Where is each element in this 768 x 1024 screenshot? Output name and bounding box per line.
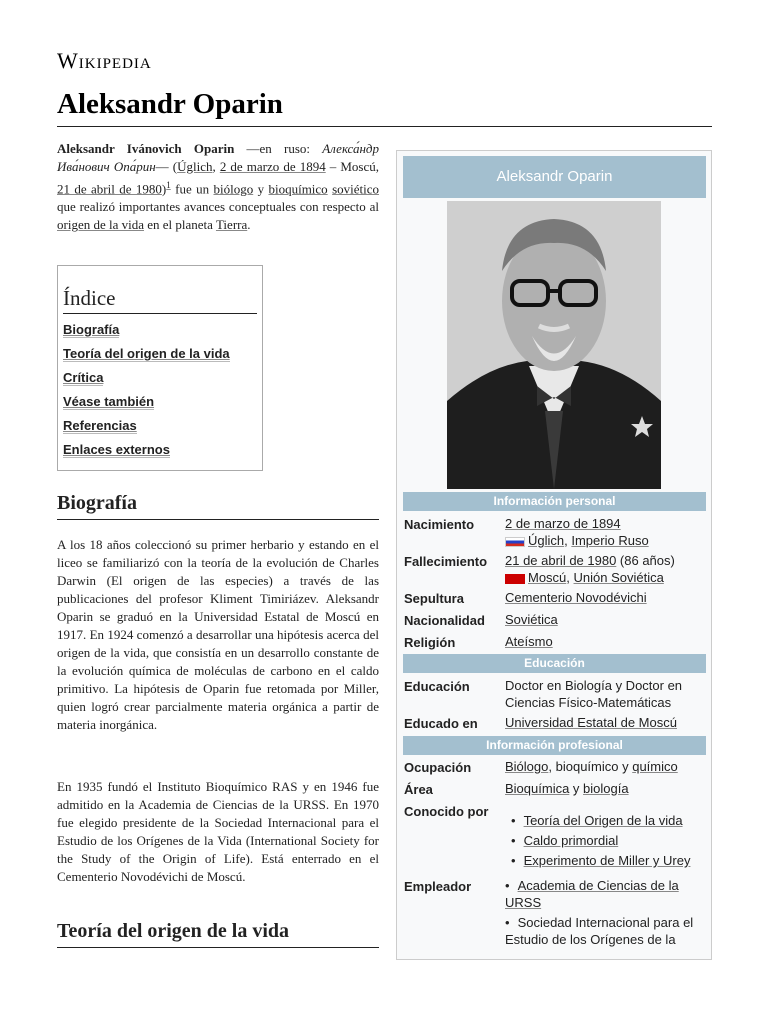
value-educacion: Doctor en Biología y Doctor en Ciencias Físico-Matemáticas	[505, 678, 683, 710]
link-quimico[interactable]: químico	[632, 759, 678, 774]
value-fallecimiento: 21 de abril de 1980 (86 años) Moscú, Unión Soviética	[505, 553, 675, 585]
label-educado-en: Educado en	[404, 716, 478, 731]
link-experimento-miller[interactable]: Experimento de Miller y Urey	[523, 853, 691, 868]
label-fallecimiento: Fallecimiento	[404, 554, 488, 569]
toc-item-vease-tambien[interactable]: Véase también	[63, 394, 155, 409]
toc-title: Índice	[63, 286, 257, 314]
link-origen-vida[interactable]: origen de la vida	[57, 217, 144, 233]
infobox-title: Aleksandr Oparin	[403, 156, 706, 198]
title-divider	[57, 126, 712, 127]
value-area: Bioquímica y biología	[505, 781, 629, 796]
label-ocupacion: Ocupación	[404, 760, 472, 775]
link-caldo-primordial[interactable]: Caldo primordial	[523, 833, 619, 848]
header-personal: Información personal	[403, 492, 706, 511]
link-biologo-infobox[interactable]: Biólogo	[505, 759, 549, 774]
toc-item-teoria[interactable]: Teoría del origen de la vida	[63, 346, 230, 361]
link-biologia[interactable]: biología	[583, 781, 629, 796]
label-empleador: Empleador	[404, 879, 472, 894]
toc-item-critica[interactable]: Crítica	[63, 370, 104, 385]
toc-item-referencias[interactable]: Referencias	[63, 418, 137, 433]
section-heading-teoria: Teoría del origen de la vida	[57, 920, 290, 942]
label-educacion: Educación	[404, 679, 470, 694]
link-fallecimiento-date[interactable]: 21 de abril de 1980	[505, 553, 617, 568]
subject-name: Aleksandr Ivánovich Oparin	[57, 141, 235, 156]
header-profesional: Información profesional	[403, 736, 706, 755]
value-conocido-por	[505, 811, 705, 871]
link-academia-urss[interactable]: Academia de Ciencias de la URSS	[505, 878, 679, 910]
link-moscu[interactable]: Moscú	[528, 570, 567, 585]
section-divider	[57, 947, 379, 948]
table-of-contents	[57, 265, 263, 471]
link-universidad[interactable]: Universidad Estatal de Moscú	[505, 715, 677, 730]
link-nacimiento-date[interactable]: 2 de marzo de 1894	[505, 516, 621, 531]
biografia-paragraph-1: A los 18 años coleccionó su primer herbario y estando en el liceo se familiarizó con la teoría de la evolución de Charles Darwin (El origen de las especies) a través de las publicaciones del profesor Kliment Timiriázev. Aleksandr Oparin se graduó en la Universidad Estatal de Moscú en 1917. En 1924 comenzó a desarrollar una hipótesis acerca del origen de la vida, que consistía en un desarrollo constante de la evolución química de moléculas de carbono en el caldo primitivo. La hipótesis de Oparin fue retomada por Miller, quien logró crear parcialmente materia orgánica a partir de materia inorgánica.	[57, 537, 379, 732]
link-biologo[interactable]: biólogo	[213, 181, 254, 197]
value-nacimiento: 2 de marzo de 1894 Úglich, Imperio Ruso	[505, 516, 649, 548]
label-nacionalidad: Nacionalidad	[404, 613, 485, 628]
link-bioquimico[interactable]: bioquímico	[268, 181, 328, 197]
link-bioquimica[interactable]: Bioquímica	[505, 781, 570, 796]
link-sovietico[interactable]: soviético	[332, 181, 380, 197]
link-uglich[interactable]: Úglich	[177, 159, 213, 174]
value-empleador: • Academia de Ciencias de la URSS • Sociedad Internacional para el Estudio de los Orígenes de la	[505, 878, 694, 947]
empleador-sociedad: Sociedad Internacional para el Estudio de los Orígenes de la	[505, 915, 694, 947]
link-tierra[interactable]: Tierra	[215, 217, 248, 233]
toc-item-enlaces[interactable]: Enlaces externos	[63, 442, 170, 457]
intro-paragraph: Aleksandr Ivánovich Oparin —en ruso: Алекса́ндр Ива́нович Опа́рин— (Úglich, 2 de marzo de 1894 – Moscú, 21 de abril de 1980)$^1$ fue un biólogo y bioquímico soviético que realizó importantes avances conceptuales con respecto al origen de la vida en el planeta Tierra.	[57, 141, 380, 233]
wikipedia-logo[interactable]: Wikipedia	[57, 48, 152, 73]
label-conocido-por: Conocido por	[404, 804, 489, 819]
infobox	[396, 150, 712, 960]
link-imperio-ruso[interactable]: Imperio Ruso	[571, 533, 649, 548]
biografia-paragraph-2: En 1935 fundó el Instituto Bioquímico RAS y en 1946 fue admitido en la Academia de Ciencias de la URSS. En 1970 fue elegido presidente de la Sociedad Internacional para el Estudio de los Orígenes de la Vida (International Society for the Study of the Origin of Life). Está enterrado en el Cementerio Novodévichi de Moscú.	[57, 779, 379, 884]
link-death-date[interactable]: 21 de abril de 1980	[57, 181, 162, 197]
value-ocupacion: Biólogo, bioquímico y químico	[505, 759, 678, 774]
section-divider	[57, 519, 379, 520]
label-area: Área	[404, 782, 433, 797]
link-union-sovietica[interactable]: Unión Soviética	[573, 570, 664, 585]
header-educacion: Educación	[403, 654, 706, 673]
russia-flag-icon	[505, 537, 525, 547]
link-religion[interactable]: Ateísmo	[505, 634, 553, 649]
soviet-flag-icon	[505, 574, 525, 584]
label-religion: Religión	[404, 635, 456, 650]
portrait-photo[interactable]	[447, 201, 661, 489]
label-sepultura: Sepultura	[404, 591, 464, 606]
russian-name: Алекса́ндр Ива́нович Опа́рин	[57, 141, 379, 174]
toc-item-biografia[interactable]: Biografía	[63, 322, 120, 337]
link-teoria-origen[interactable]: Teoría del Origen de la vida	[523, 813, 683, 828]
page-title: Aleksandr Oparin	[57, 88, 283, 120]
section-heading-biografia: Biografía	[57, 492, 137, 514]
link-birth-date[interactable]: 2 de marzo de 1894	[219, 159, 326, 174]
label-nacimiento: Nacimiento	[404, 517, 475, 532]
link-nacionalidad[interactable]: Soviética	[505, 612, 558, 627]
link-uglich-infobox[interactable]: Úglich	[528, 533, 565, 548]
link-sepultura[interactable]: Cementerio Novodévichi	[505, 590, 647, 605]
reference-link[interactable]: 1	[166, 180, 171, 190]
